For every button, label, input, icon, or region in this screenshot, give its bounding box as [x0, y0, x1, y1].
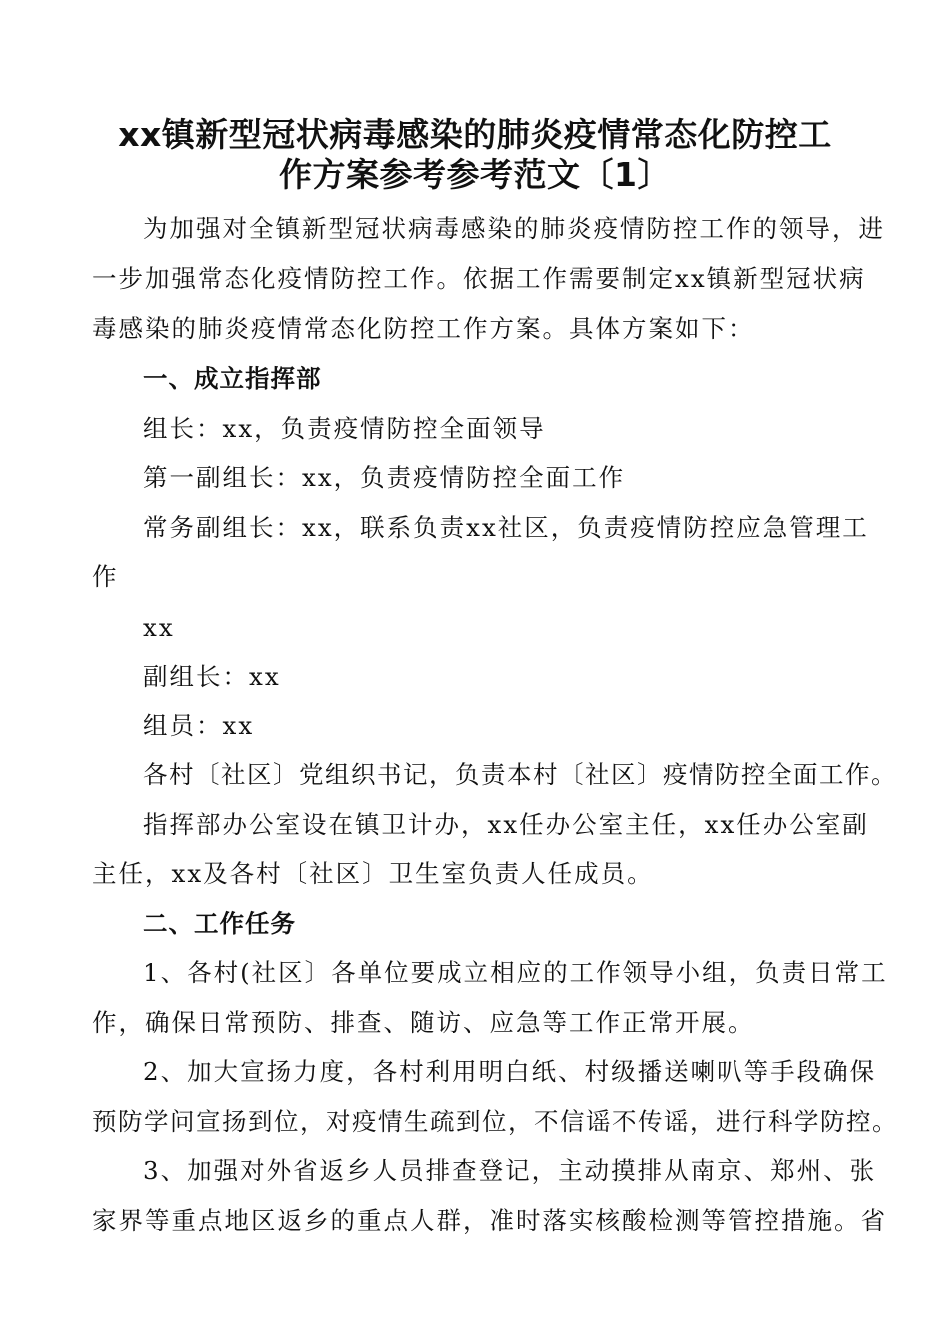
- section-1-line: xx: [143, 613, 175, 642]
- section-1-line: 常务副组长：xx，联系负责xx社区，负责疫情防控应急管理工: [143, 513, 869, 542]
- section-2-line: 作，确保日常预防、排查、随访、应急等工作正常开展。: [92, 1008, 755, 1037]
- section-1-line: 组长：xx，负责疫情防控全面领导: [143, 414, 546, 443]
- section-1-line: 主任，xx及各村〔社区〕卫生室负责人任成员。: [92, 859, 654, 888]
- intro-paragraph-line-1: 为加强对全镇新型冠状病毒感染的肺炎疫情防控工作的领导，进: [143, 214, 885, 243]
- section-2-line: 1、各村(社区〕各单位要成立相应的工作领导小组，负责日常工: [143, 958, 888, 987]
- document-title-line-2: 作方案参考参考范文〔1〕: [279, 155, 671, 194]
- section-1-heading: 一、成立指挥部: [143, 364, 322, 393]
- section-1-line: 作: [92, 562, 119, 591]
- section-1-line: 组员：xx: [143, 711, 255, 740]
- document-title-line-1: xx镇新型冠状病毒感染的肺炎疫情常态化防控工: [118, 115, 832, 154]
- section-2-line: 2、加大宣扬力度，各村利用明白纸、村级播送喇叭等手段确保: [143, 1057, 877, 1086]
- intro-paragraph-line-2: 一步加强常态化疫情防控工作。依据工作需要制定xx镇新型冠状病: [92, 264, 866, 293]
- section-2-line: 预防学问宣扬到位，对疫情生疏到位，不信谣不传谣，进行科学防控。: [92, 1107, 898, 1136]
- section-2-line: 家界等重点地区返乡的重点人群，准时落实核酸检测等管控措施。省: [92, 1206, 887, 1235]
- section-1-line: 副组长：xx: [143, 662, 281, 691]
- section-2-heading: 二、工作任务: [143, 909, 296, 938]
- section-1-line: 第一副组长：xx，负责疫情防控全面工作: [143, 463, 626, 492]
- intro-paragraph-line-3: 毒感染的肺炎疫情常态化防控工作方案。具体方案如下：: [92, 314, 755, 343]
- section-2-line: 3、加强对外省返乡人员排查登记，主动摸排从南京、郑州、张: [143, 1156, 877, 1185]
- section-1-line: 各村〔社区〕党组织书记，负责本村〔社区〕疫情防控全面工作。: [143, 760, 897, 789]
- section-1-line: 指挥部办公室设在镇卫计办，xx任办公室主任，xx任办公室副: [143, 810, 869, 839]
